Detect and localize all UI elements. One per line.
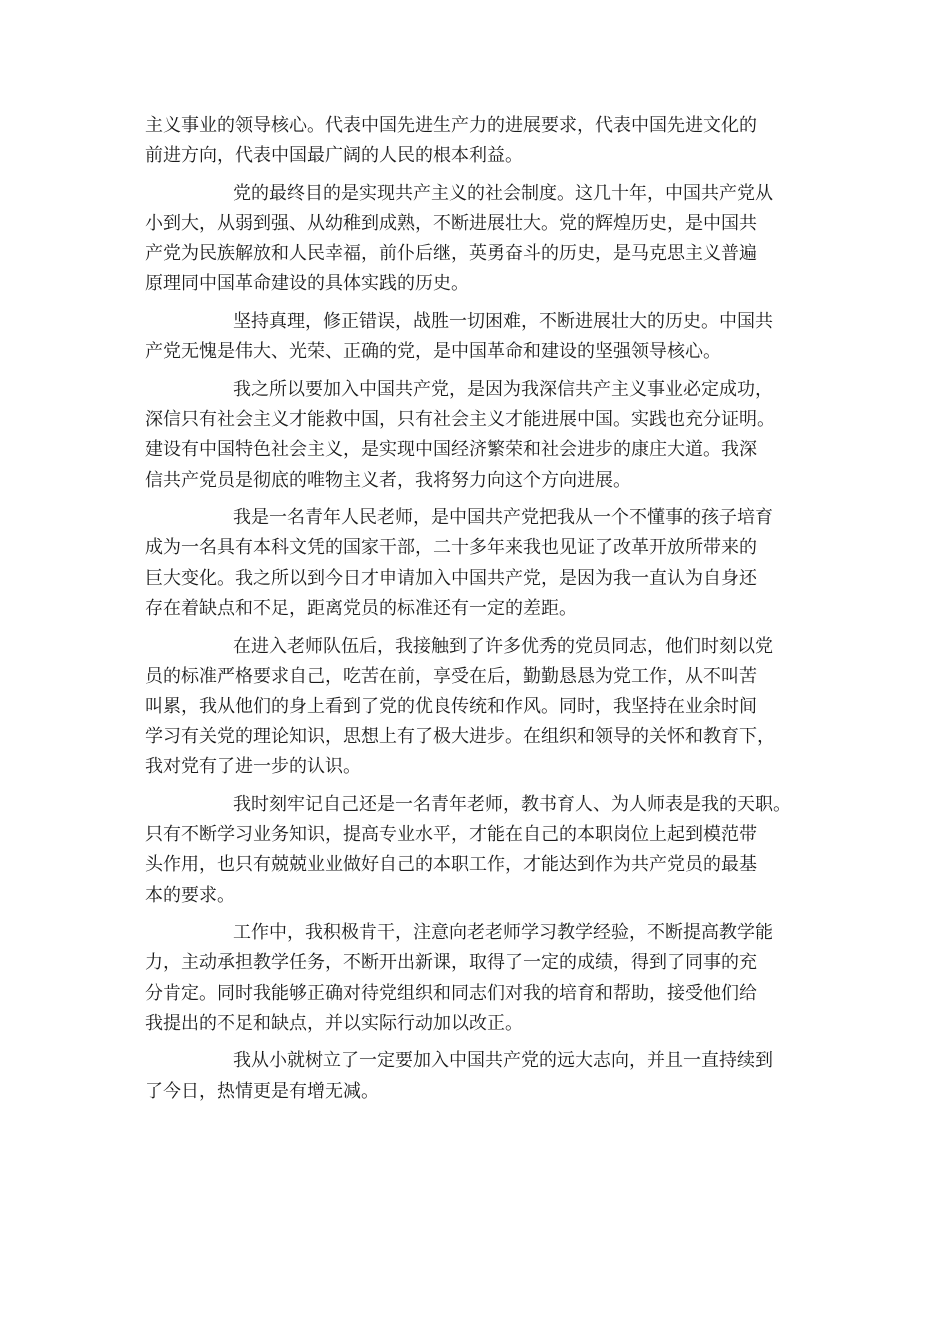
text-line: 前进方向，代表中国最广阔的人民的根本利益。 xyxy=(145,145,523,167)
paragraph xyxy=(145,1046,810,1106)
body-text xyxy=(145,111,810,1114)
text-line: 成为一名具有本科文凭的国家干部，二十多年来我也见证了改革开放所带来的 xyxy=(145,537,757,559)
text-line: 坚持真理，修正错误，战胜一切困难，不断进展壮大的历史。中国共 xyxy=(233,311,773,333)
text-line: 工作中，我积极肯干，注意向老老师学习教学经验，不断提高教学能 xyxy=(233,922,773,944)
text-line: 叫累，我从他们的身上看到了党的优良传统和作风。同时，我坚持在业余时间 xyxy=(145,695,757,717)
text-line: 我提出的不足和缺点，并以实际行动加以改正。 xyxy=(145,1012,523,1034)
text-line: 本的要求。 xyxy=(145,884,235,906)
text-line: 头作用，也只有兢兢业业做好自己的本职工作，才能达到作为共产党员的最基 xyxy=(145,854,757,876)
text-line: 只有不断学习业务知识，提高专业水平，才能在自己的本职岗位上起到模范带 xyxy=(145,824,757,846)
text-line: 在进入老师队伍后，我接触到了许多优秀的党员同志，他们时刻以党 xyxy=(233,635,773,657)
text-line: 产党无愧是伟大、光荣、正确的党，是中国革命和建设的坚强领导核心。 xyxy=(145,341,721,363)
text-line: 员的标准严格要求自己，吃苦在前，享受在后，勤勤恳恳为党工作，从不叫苦 xyxy=(145,665,757,687)
paragraph xyxy=(145,375,810,496)
text-line: 建设有中国特色社会主义，是实现中国经济繁荣和社会进步的康庄大道。我深 xyxy=(145,439,757,461)
text-line: 学习有关党的理论知识，思想上有了极大进步。在组织和领导的关怀和教育下， xyxy=(145,726,775,748)
text-line: 产党为民族解放和人民幸福，前仆后继，英勇奋斗的历史，是马克思主义普遍 xyxy=(145,243,757,265)
text-line: 我从小就树立了一定要加入中国共产党的远大志向，并且一直持续到 xyxy=(233,1050,773,1072)
text-line: 存在着缺点和不足，距离党员的标准还有一定的差距。 xyxy=(145,597,577,619)
text-line: 主义事业的领导核心。代表中国先进生产力的进展要求，代表中国先进文化的 xyxy=(145,115,757,136)
text-line: 巨大变化。我之所以到今日才申请加入中国共产党，是因为我一直认为自身还 xyxy=(145,567,757,589)
paragraph xyxy=(145,111,810,171)
text-line: 我是一名青年人民老师，是中国共产党把我从一个不懂事的孩子培育 xyxy=(233,507,773,529)
text-line: 信共产党员是彻底的唯物主义者，我将努力向这个方向进展。 xyxy=(145,469,631,491)
text-line: 党的最终目的是实现共产主义的社会制度。这几十年，中国共产党从 xyxy=(233,182,773,204)
text-line: 小到大，从弱到强、从幼稚到成熟，不断进展壮大。党的辉煌历史，是中国共 xyxy=(145,213,757,235)
text-line: 原理同中国革命建设的具体实践的历史。 xyxy=(145,273,469,295)
text-line: 深信只有社会主义才能救中国，只有社会主义才能进展中国。实践也充分证明。 xyxy=(145,409,775,431)
paragraph xyxy=(145,179,810,300)
paragraph xyxy=(145,503,810,624)
paragraph xyxy=(145,918,810,1039)
text-line: 了今日，热情更是有增无减。 xyxy=(145,1080,379,1102)
text-line: 分肯定。同时我能够正确对待党组织和同志们对我的培育和帮助，接受他们给 xyxy=(145,982,757,1004)
paragraph xyxy=(145,307,810,367)
text-line: 力，主动承担教学任务，不断开出新课，取得了一定的成绩，得到了同事的充 xyxy=(145,952,757,974)
text-line: 我对党有了进一步的认识。 xyxy=(145,756,361,778)
paragraph xyxy=(145,632,810,783)
text-line: 我之所以要加入中国共产党，是因为我深信共产主义事业必定成功， xyxy=(233,379,773,400)
text-line: 我时刻牢记自己还是一名青年老师，教书育人、为人师表是我的天职。 xyxy=(233,793,791,815)
paragraph xyxy=(145,790,810,911)
